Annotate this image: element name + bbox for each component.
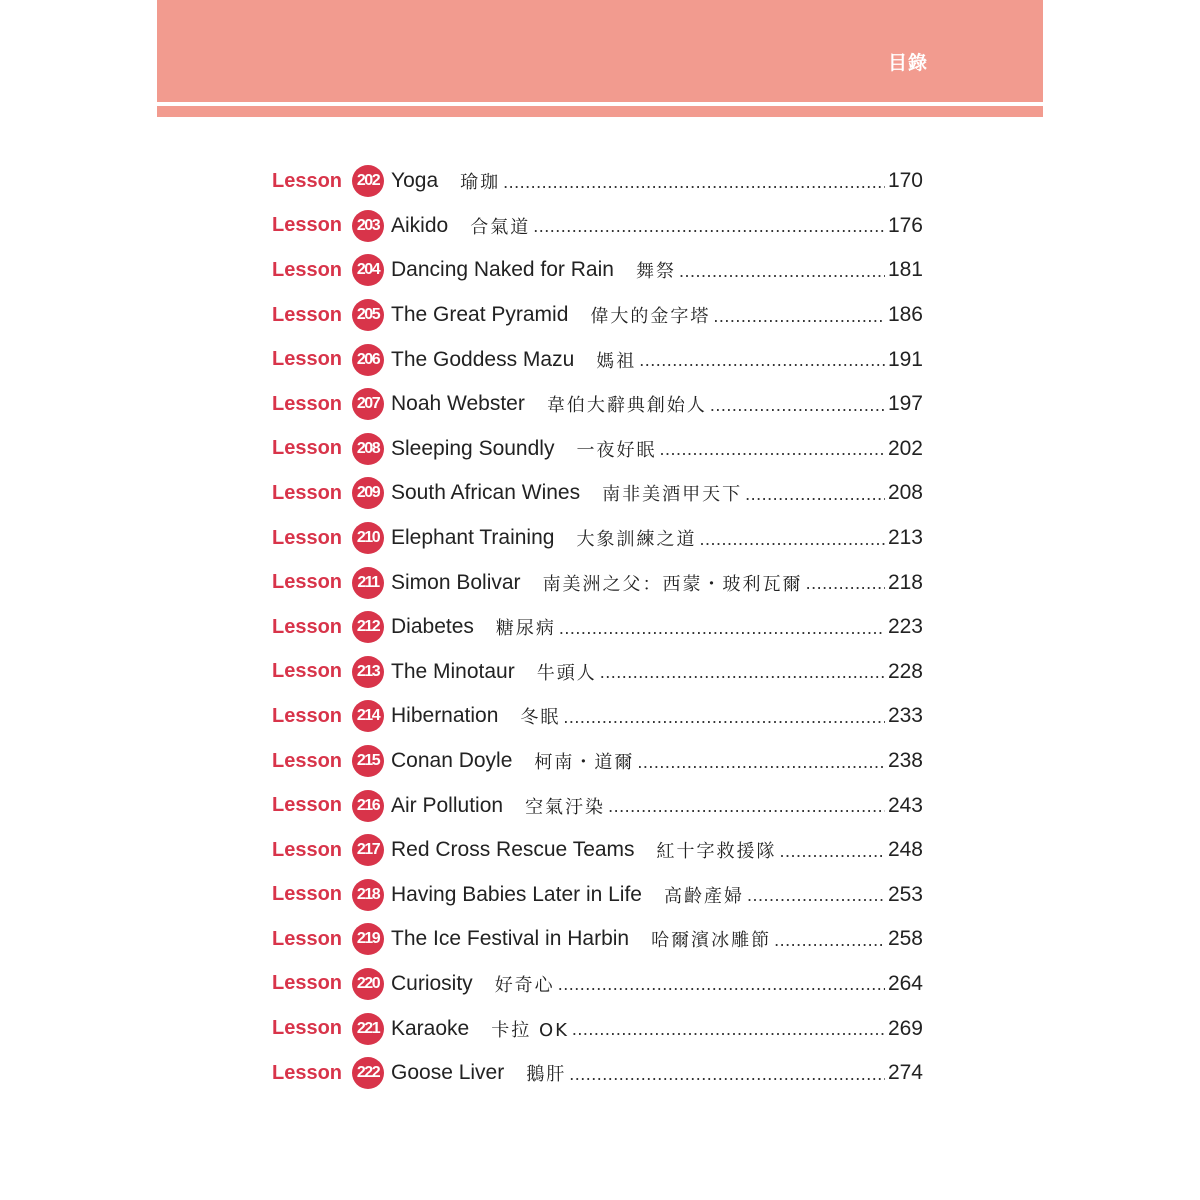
lesson-title-chinese: 好奇心 bbox=[494, 974, 555, 996]
lesson-title-chinese: 舞祭 bbox=[635, 261, 676, 283]
lesson-label: Lesson bbox=[272, 392, 343, 415]
lesson-label: Lesson bbox=[272, 883, 343, 906]
dot-leader bbox=[558, 974, 885, 995]
lesson-number-badge: 208 bbox=[352, 433, 384, 465]
toc-entry bbox=[272, 962, 923, 1007]
toc-entry bbox=[272, 471, 923, 516]
lesson-number-badge: 216 bbox=[352, 790, 384, 822]
dot-leader bbox=[533, 216, 885, 237]
dot-leader bbox=[679, 261, 885, 282]
toc-entry bbox=[272, 783, 923, 828]
dot-leader bbox=[659, 439, 884, 460]
dot-leader bbox=[572, 1019, 885, 1040]
toc-entry bbox=[272, 516, 923, 561]
lesson-title-chinese: 冬眠 bbox=[520, 707, 561, 729]
toc-entry bbox=[272, 917, 923, 962]
page-number: 253 bbox=[887, 882, 923, 906]
header-band bbox=[157, 0, 1043, 102]
page-number: 233 bbox=[887, 704, 923, 728]
lesson-title-english: South African Wines bbox=[391, 481, 581, 505]
lesson-title-english: Aikido bbox=[391, 213, 449, 237]
lesson-label: Lesson bbox=[272, 214, 343, 237]
lesson-number-badge: 213 bbox=[352, 656, 384, 688]
page-number: 228 bbox=[887, 659, 923, 683]
page-number: 213 bbox=[887, 526, 923, 550]
lesson-number-badge: 220 bbox=[352, 968, 384, 1000]
toc-entry bbox=[272, 1051, 923, 1096]
lesson-title-english: Curiosity bbox=[391, 971, 473, 995]
toc-entry bbox=[272, 694, 923, 739]
page-number: 197 bbox=[887, 392, 923, 416]
dot-leader bbox=[608, 796, 885, 817]
page-number: 223 bbox=[887, 615, 923, 639]
page-number: 269 bbox=[887, 1016, 923, 1040]
lesson-title-chinese: 鵝肝 bbox=[526, 1064, 567, 1086]
lesson-title-english: Karaoke bbox=[391, 1016, 470, 1040]
lesson-title-chinese: 空氣汙染 bbox=[525, 796, 606, 818]
dot-leader bbox=[699, 529, 885, 550]
dot-leader bbox=[710, 395, 885, 416]
lesson-title-english: The Goddess Mazu bbox=[391, 347, 575, 371]
dot-leader bbox=[503, 172, 885, 193]
lesson-title-chinese: 卡拉 OK bbox=[491, 1019, 569, 1041]
lesson-title-english: Conan Doyle bbox=[391, 749, 513, 773]
toc-entry bbox=[272, 337, 923, 382]
lesson-label: Lesson bbox=[272, 838, 343, 861]
lesson-title-chinese: 南美洲之父：西蒙・玻利瓦爾 bbox=[542, 573, 803, 595]
lesson-number-badge: 205 bbox=[352, 299, 384, 331]
lesson-title-english: The Minotaur bbox=[391, 659, 515, 683]
lesson-title-chinese: 一夜好眠 bbox=[576, 439, 657, 461]
toc-entry bbox=[272, 650, 923, 695]
lesson-title-english: Air Pollution bbox=[391, 793, 504, 817]
lesson-number-badge: 207 bbox=[352, 388, 384, 420]
toc-entry bbox=[272, 159, 923, 204]
lesson-title-chinese: 合氣道 bbox=[470, 216, 531, 238]
lesson-title-chinese: 偉大的金字塔 bbox=[590, 306, 711, 328]
dot-leader bbox=[600, 662, 885, 683]
lesson-title-chinese: 瑜珈 bbox=[460, 172, 501, 194]
lesson-number-badge: 217 bbox=[352, 834, 384, 866]
lesson-title-chinese: 哈爾濱冰雕節 bbox=[651, 930, 772, 952]
table-of-contents bbox=[272, 159, 923, 1095]
dot-leader bbox=[747, 885, 885, 906]
lesson-title-english: Red Cross Rescue Teams bbox=[391, 838, 635, 862]
dot-leader bbox=[563, 707, 885, 728]
lesson-number-badge: 203 bbox=[352, 210, 384, 242]
lesson-label: Lesson bbox=[272, 258, 343, 281]
lesson-label: Lesson bbox=[272, 571, 343, 594]
lesson-number-badge: 219 bbox=[352, 923, 384, 955]
lesson-title-english: Having Babies Later in Life bbox=[391, 882, 642, 906]
lesson-title-english: The Ice Festival in Harbin bbox=[391, 927, 630, 951]
page-number: 258 bbox=[887, 927, 923, 951]
lesson-number-badge: 209 bbox=[352, 477, 384, 509]
toc-entry bbox=[272, 873, 923, 918]
page-number: 208 bbox=[887, 481, 923, 505]
lesson-label: Lesson bbox=[272, 1061, 343, 1084]
dot-leader bbox=[713, 306, 885, 327]
page-number: 170 bbox=[887, 169, 923, 193]
lesson-number-badge: 218 bbox=[352, 879, 384, 911]
dot-leader bbox=[780, 841, 885, 862]
dot-leader bbox=[637, 752, 885, 773]
lesson-label: Lesson bbox=[272, 660, 343, 683]
lesson-title-english: Dancing Naked for Rain bbox=[391, 258, 614, 282]
book-page bbox=[157, 0, 1043, 1200]
lesson-title-chinese: 糖尿病 bbox=[495, 618, 556, 640]
lesson-number-badge: 211 bbox=[352, 567, 384, 599]
page-title: 目錄 bbox=[887, 52, 928, 74]
lesson-label: Lesson bbox=[272, 749, 343, 772]
page-number: 248 bbox=[887, 838, 923, 862]
lesson-title-english: Hibernation bbox=[391, 704, 499, 728]
lesson-title-chinese: 韋伯大辭典創始人 bbox=[546, 395, 707, 417]
lesson-title-chinese: 南非美酒甲天下 bbox=[602, 484, 743, 506]
lesson-title-english: Diabetes bbox=[391, 615, 474, 639]
toc-entry bbox=[272, 427, 923, 472]
lesson-label: Lesson bbox=[272, 1017, 343, 1040]
page-number: 181 bbox=[887, 258, 923, 282]
lesson-title-english: Sleeping Soundly bbox=[391, 436, 555, 460]
lesson-label: Lesson bbox=[272, 437, 343, 460]
dot-leader bbox=[559, 618, 885, 639]
lesson-title-chinese: 大象訓練之道 bbox=[576, 529, 697, 551]
lesson-label: Lesson bbox=[272, 615, 343, 638]
lesson-title-chinese: 柯南・道爾 bbox=[534, 752, 635, 774]
page-number: 191 bbox=[887, 347, 923, 371]
page-number: 186 bbox=[887, 303, 923, 327]
lesson-label: Lesson bbox=[272, 303, 343, 326]
page-number: 176 bbox=[887, 213, 923, 237]
lesson-label: Lesson bbox=[272, 481, 343, 504]
lesson-title-english: Simon Bolivar bbox=[391, 570, 521, 594]
lesson-number-badge: 215 bbox=[352, 745, 384, 777]
lesson-label: Lesson bbox=[272, 348, 343, 371]
lesson-label: Lesson bbox=[272, 704, 343, 727]
toc-entry bbox=[272, 605, 923, 650]
lesson-title-english: Noah Webster bbox=[391, 392, 525, 416]
lesson-number-badge: 221 bbox=[352, 1013, 384, 1045]
lesson-title-chinese: 媽祖 bbox=[596, 350, 637, 372]
lesson-title-english: The Great Pyramid bbox=[391, 303, 569, 327]
toc-entry bbox=[272, 293, 923, 338]
lesson-number-badge: 222 bbox=[352, 1057, 384, 1089]
toc-entry bbox=[272, 828, 923, 873]
toc-entry bbox=[272, 204, 923, 249]
dot-leader bbox=[639, 350, 885, 371]
page-number: 218 bbox=[887, 570, 923, 594]
page-number: 243 bbox=[887, 793, 923, 817]
lesson-label: Lesson bbox=[272, 927, 343, 950]
lesson-label: Lesson bbox=[272, 794, 343, 817]
lesson-label: Lesson bbox=[272, 972, 343, 995]
toc-entry bbox=[272, 1006, 923, 1051]
dot-leader bbox=[774, 930, 885, 951]
dot-leader bbox=[745, 484, 885, 505]
lesson-number-badge: 214 bbox=[352, 700, 384, 732]
lesson-number-badge: 204 bbox=[352, 254, 384, 286]
lesson-number-badge: 210 bbox=[352, 522, 384, 554]
lesson-title-chinese: 牛頭人 bbox=[536, 662, 597, 684]
lesson-label: Lesson bbox=[272, 169, 343, 192]
lesson-title-english: Goose Liver bbox=[391, 1061, 505, 1085]
lesson-number-badge: 202 bbox=[352, 165, 384, 197]
toc-entry bbox=[272, 382, 923, 427]
toc-entry bbox=[272, 248, 923, 293]
toc-entry bbox=[272, 560, 923, 605]
lesson-number-badge: 206 bbox=[352, 344, 384, 376]
page-number: 238 bbox=[887, 749, 923, 773]
lesson-label: Lesson bbox=[272, 526, 343, 549]
dot-leader bbox=[569, 1064, 885, 1085]
lesson-title-chinese: 紅十字救援隊 bbox=[656, 841, 777, 863]
page-number: 274 bbox=[887, 1061, 923, 1085]
header-strip bbox=[157, 106, 1043, 117]
lesson-title-english: Elephant Training bbox=[391, 526, 555, 550]
page-number: 264 bbox=[887, 971, 923, 995]
lesson-number-badge: 212 bbox=[352, 611, 384, 643]
toc-entry bbox=[272, 739, 923, 784]
dot-leader bbox=[806, 573, 885, 594]
page-number: 202 bbox=[887, 436, 923, 460]
lesson-title-chinese: 高齡產婦 bbox=[664, 885, 744, 907]
lesson-title-english: Yoga bbox=[391, 169, 439, 193]
